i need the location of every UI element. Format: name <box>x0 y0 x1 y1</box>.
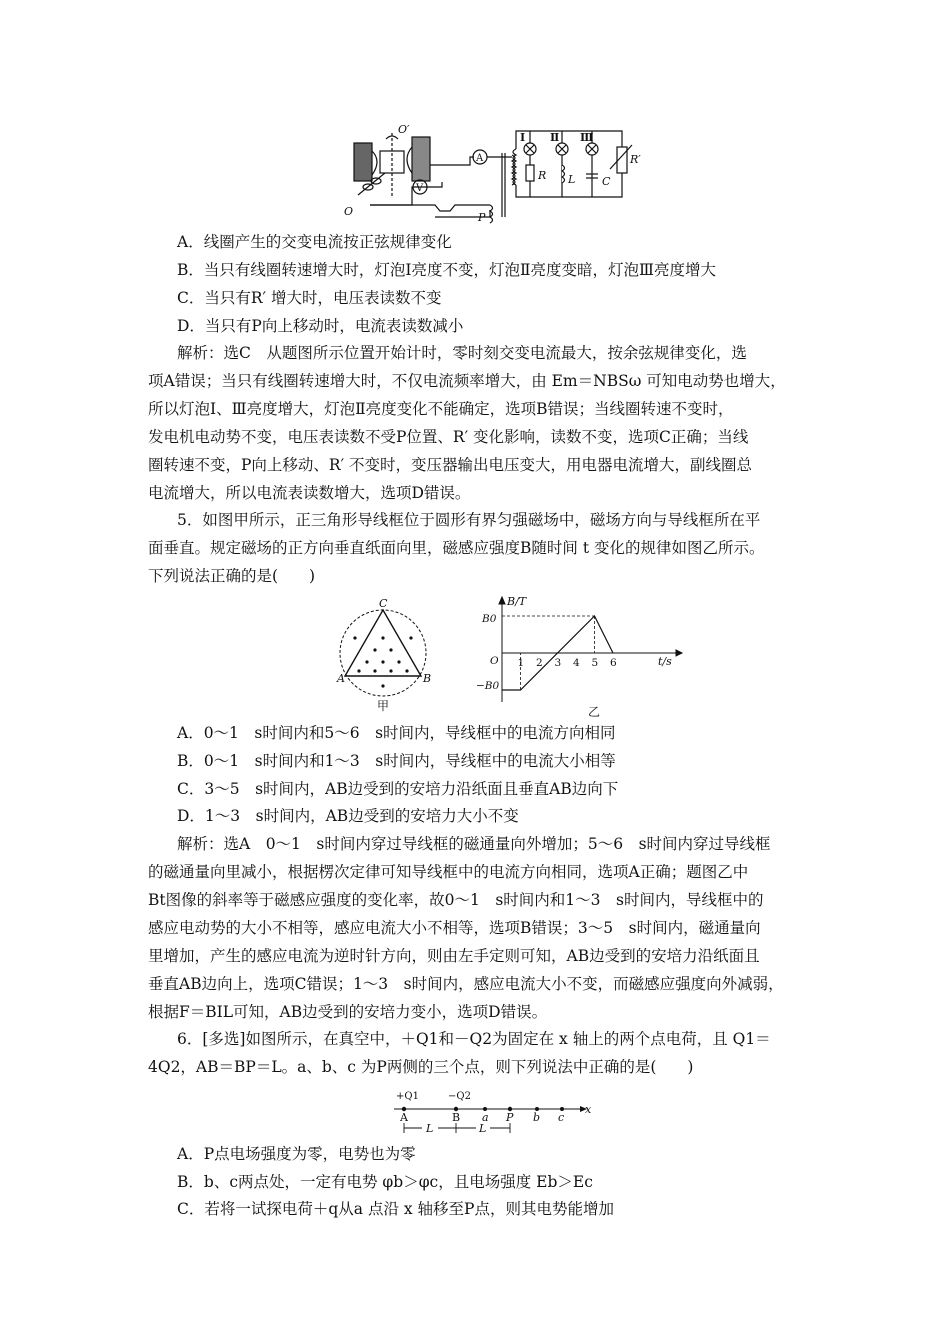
y-tick-neg-b0: −B0 <box>476 680 500 692</box>
x-axis-name: x <box>585 1103 592 1116</box>
q5-analysis-line: 里增加，产生的感应电流为逆时针方向，则由左手定则可知，AB边受到的安培力沿纸面且 <box>148 947 760 965</box>
y-tick-b0: B0 <box>482 613 497 625</box>
inductor-label: L <box>568 173 576 186</box>
lamp-1-label: Ⅰ <box>520 131 526 144</box>
point-b-small-label: b <box>533 1111 541 1124</box>
x-tick-label: 4 <box>573 657 580 669</box>
x-axis-label: t/s <box>658 655 672 668</box>
q4-option-c: C．当只有R′ 增大时，电压表读数不变 <box>177 289 442 307</box>
dimension-lines <box>404 1123 510 1133</box>
q4-analysis-line: 解析：选C 从题图所示位置开始计时，零时刻交变电流最大，按余弦规律变化，选 <box>177 344 747 362</box>
y-axis-label: B/T <box>507 595 527 608</box>
lamp-2-label: Ⅱ <box>550 131 560 144</box>
rheostat-label: R′ <box>630 153 641 166</box>
q5-figure-jia <box>335 598 445 718</box>
point-p-label: P <box>506 1111 514 1124</box>
voltmeter-label: V <box>416 183 424 194</box>
q5-stem-line: 面垂直。规定磁场的正方向垂直纸面向里，磁感应强度B随时间 t 变化的规律如图乙所示。 <box>148 539 765 557</box>
q5-analysis-line: Bt图像的斜率等于磁感应强度的变化率，故0～1 s时间内和1～3 s时间内，导线框中的 <box>148 891 764 909</box>
magnet-right <box>412 137 430 181</box>
q6-stem-line: 4Q2，AB＝BP＝L。a、b、c 为P两侧的三个点，则下列说法中正确的是( ) <box>148 1058 694 1076</box>
charge-q1-label: +Q1 <box>396 1091 419 1102</box>
ammeter-label: A <box>476 153 484 164</box>
q6-option-b: B．b、c两点处，一定有电势 φb＞φc，且电场强度 Eb＞Ec <box>177 1173 593 1191</box>
point-c-label: c <box>558 1111 565 1124</box>
q4-analysis-line: 圈转速不变，P向上移动、R′ 不变时，变压器输出电压变大，用电器电流增大，副线圈总 <box>148 456 753 474</box>
q4-option-b: B．当只有线圈转速增大时，灯泡Ⅰ亮度不变，灯泡Ⅱ亮度变暗，灯泡Ⅲ亮度增大 <box>177 261 716 279</box>
x-tick-label: 5 <box>591 657 599 669</box>
q5-option-c: C．3～5 s时间内，AB边受到的安培力沿纸面且垂直AB边向下 <box>177 780 619 798</box>
q4-label-O: O <box>344 205 354 218</box>
q6-axis-figure <box>390 1085 600 1135</box>
vertex-c-label: C <box>379 597 388 610</box>
q5-option-b: B．0～1 s时间内和1～3 s时间内，导线框中的电流大小相等 <box>177 752 616 770</box>
point-a-label: A <box>400 1111 408 1124</box>
field-circle <box>340 610 426 696</box>
q4-analysis-line: 项A错误；当只有线圈转速增大时，不仅电流频率增大，由 Em＝NBSω 可知电动势也增大， <box>148 372 786 390</box>
q4-analysis-line: 所以灯泡Ⅰ、Ⅲ亮度增大，灯泡Ⅱ亮度变化不能确定，选项B错误；当线圈转速不变时， <box>148 400 734 418</box>
q5-stem-line: 5．如图甲所示，正三角形导线框位于圆形有界匀强磁场中，磁场方向与导线框所在平 <box>177 511 761 529</box>
fig-jia-caption: 甲 <box>377 699 390 713</box>
field-dots <box>353 636 412 687</box>
lamp-3-label: Ⅲ <box>580 131 594 144</box>
x-tick-label: 1 <box>517 657 525 669</box>
q5-stem-line: 下列说法正确的是( ) <box>148 567 316 585</box>
q4-analysis-line: 电流增大，所以电流表读数增大，选项D错误。 <box>148 484 471 502</box>
q4-option-d: D．当只有P向上移动时，电流表读数减小 <box>177 317 464 335</box>
dim-l-2: L <box>479 1122 487 1135</box>
magnet-left <box>354 143 372 181</box>
origin-label: O <box>490 655 499 667</box>
q5-analysis-line: 的磁通量向里减小，根据楞次定律可知导线框中的电流方向相同，选项A正确；题图乙中 <box>148 863 749 881</box>
q4-option-a: A．线圈产生的交变电流按正弦规律变化 <box>177 233 452 251</box>
x-tick-label: 3 <box>554 657 562 669</box>
vertex-a-label: A <box>337 672 345 685</box>
dim-l-1: L <box>426 1122 434 1135</box>
resistor-label: R <box>538 169 547 182</box>
q5-chart-yi <box>468 592 688 718</box>
capacitor-label: C <box>602 175 611 188</box>
q4-label-P: P <box>478 211 486 224</box>
q5-analysis-line: 解析：选A 0～1 s时间内穿过导线框的磁通量向外增加；5～6 s时间内穿过导线框 <box>177 835 771 853</box>
q5-option-d: D．1～3 s时间内，AB边受到的安培力大小不变 <box>177 807 519 825</box>
charge-q2-label: −Q2 <box>448 1091 471 1102</box>
fig-yi-caption: 乙 <box>588 705 601 719</box>
vertex-b-label: B <box>423 672 432 685</box>
x-tick-label: 2 <box>536 657 543 669</box>
q6-option-a: A．P点电场强度为零，电势也为零 <box>177 1145 416 1163</box>
point-b-label: B <box>452 1111 461 1124</box>
q6-option-c: C．若将一试探电荷＋q从a 点沿 x 轴移至P点，则其电势能增加 <box>177 1200 614 1218</box>
x-tick-label: 6 <box>610 657 617 669</box>
triangle-frame <box>345 610 421 676</box>
q5-analysis-line: 垂直AB边向上，选项C错误；1～3 s时间内，感应电流大小不变，而磁感应强度向外减弱， <box>148 975 784 993</box>
q4-label-O-prime: O′ <box>398 123 410 136</box>
q5-option-a: A．0～1 s时间内和5～6 s时间内，导线框中的电流方向相同 <box>177 724 616 742</box>
q5-analysis-line: 感应电动势的大小不相等，感应电流大小不相等，选项B错误；3～5 s时间内，磁通量向 <box>148 919 761 937</box>
q4-circuit-figure <box>340 123 650 224</box>
q4-analysis-line: 发电机电动势不变，电压表读数不受P位置、R′ 变化影响，读数不变，选项C正确；当线 <box>148 428 749 446</box>
q5-analysis-line: 根据F＝BIL可知，AB边受到的安培力变小，选项D错误。 <box>148 1003 548 1021</box>
point-a-small-label: a <box>482 1111 489 1124</box>
q6-stem-line: 6．[多选]如图所示，在真空中，＋Q1和－Q2为固定在 x 轴上的两个点电荷，且 Q1＝ <box>177 1030 771 1048</box>
